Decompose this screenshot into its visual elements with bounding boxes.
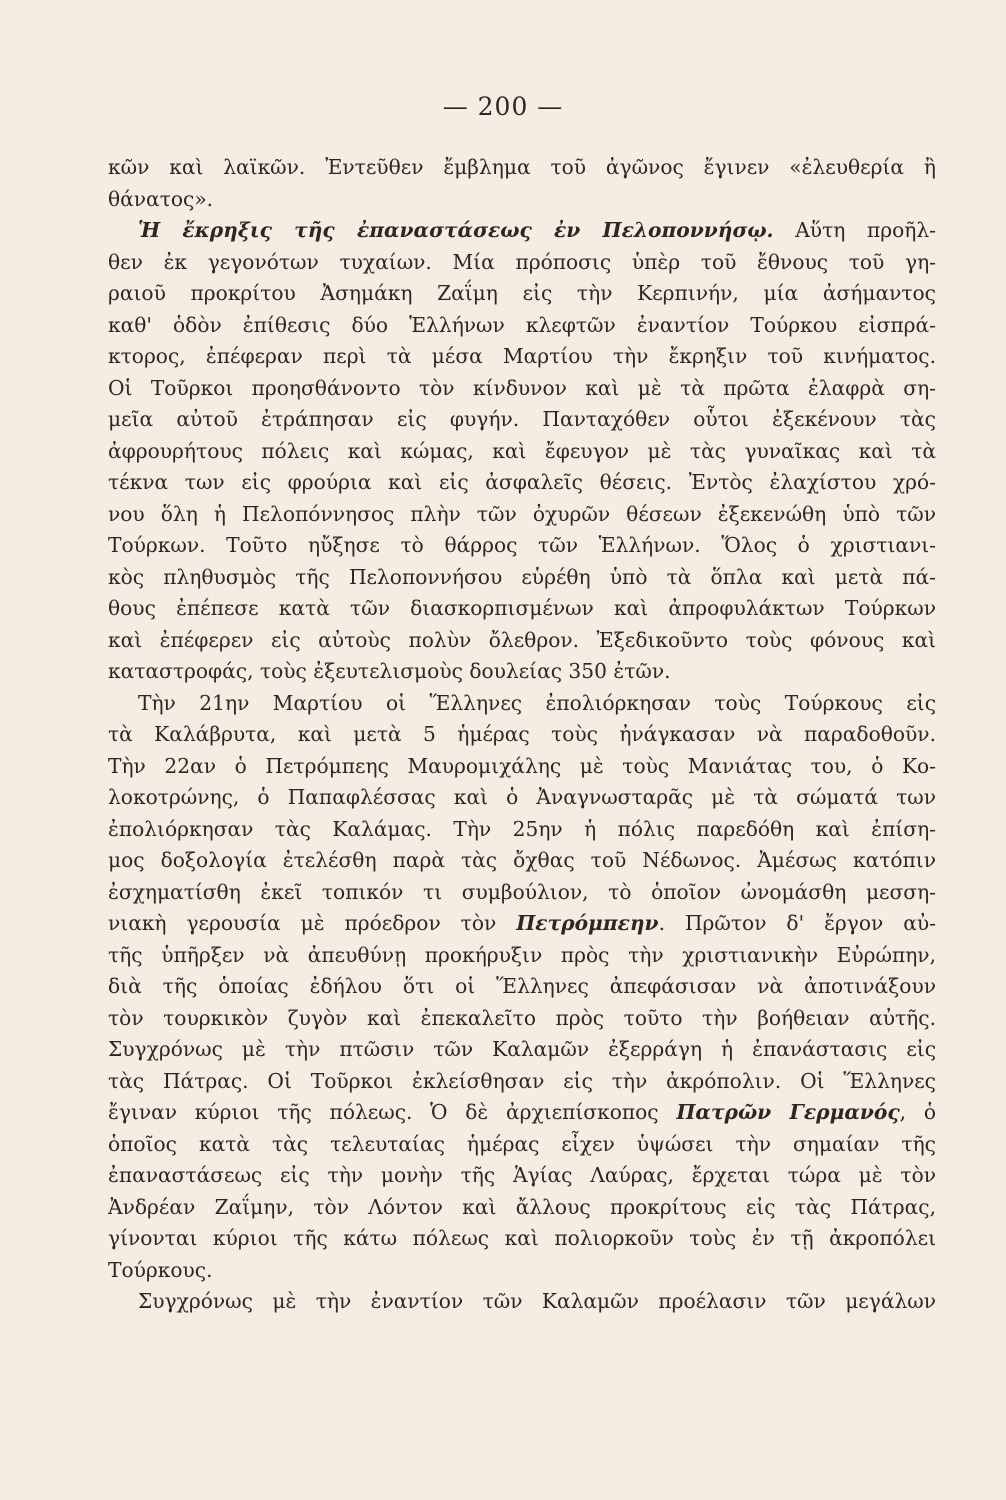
text-line [108, 152, 936, 184]
text-line [108, 562, 936, 594]
emphasized-text: Πετρόμπεην [516, 911, 659, 935]
text-span: νου ὅλη ἡ Πελοπόννησος πλὴν τῶν ὀχυρῶν θέσεων ἐξεκενώθη ὑπὸ τῶν [108, 501, 936, 526]
text-line [108, 1129, 936, 1161]
text-span: καθ' ὁδὸν ἐπίθεσις δύο Ἑλλήνων κλεφτῶν ἐναντίον Τούρκου εἰσπρά- [108, 312, 936, 337]
text-line [108, 782, 936, 814]
text-line [108, 1003, 936, 1035]
text-span: Συγχρόνως μὲ τὴν πτῶσιν τῶν Καλαμῶν ἐξερράγη ἡ ἐπανάστασις εἰς [108, 1037, 936, 1061]
text-span: ἐπαναστάσεως εἰς τὴν μονὴν τῆς Ἁγίας Λαύρας, ἔρχεται τώρα μὲ τὸν [108, 1163, 936, 1187]
text-span: τὰς Πάτρας. Οἱ Τοῦρκοι ἐκλείσθησαν εἰς τὴν ἀκρόπολιν. Οἱ Ἕλληνες [108, 1068, 936, 1093]
text-span: διὰ τῆς ὁποίας ἐδήλου ὅτι οἱ Ἕλληνες ἀπεφάσισαν νὰ ἀποτινάξουν [108, 974, 936, 998]
text-span: νιακὴ γερουσία μὲ πρόεδρον τὸν [108, 911, 517, 935]
text-line [108, 656, 936, 688]
text-span: τὰ Καλάβρυτα, καὶ μετὰ 5 ἡμέρας τοὺς ἠνάγκασαν νὰ παραδοθοῦν. [108, 722, 936, 746]
text-span: κτορος, ἐπέφεραν περὶ τὰ μέσα Μαρτίου τὴν ἔκρηξιν τοῦ κινήματος. [108, 344, 936, 368]
text-span: καταστροφάς, τοὺς ἐξευτελισμοὺς δουλείας 350 ἐτῶν. [108, 659, 671, 683]
text-line [108, 373, 936, 405]
text-line [108, 1066, 936, 1098]
text-span: Οἱ Τοῦρκοι προησθάνοντο τὸν κίνδυνον καὶ μὲ τὰ πρῶτα ἐλαφρὰ ση- [108, 375, 936, 400]
text-span: λοκοτρώνης, ὁ Παπαφλέσσας καὶ ὁ Ἀναγνωσταρᾶς μὲ τὰ σώματά των [108, 785, 936, 809]
text-span: ἐσχηματίσθη ἐκεῖ τοπικόν τι συμβούλιον, τὸ ὁποῖον ὠνομάσθη μεσση- [108, 879, 936, 904]
text-line [108, 1192, 936, 1224]
text-line [108, 845, 936, 877]
text-line [108, 1255, 936, 1287]
text-line [108, 247, 936, 279]
text-span: τὸν τουρκικὸν ζυγὸν καὶ ἐπεκαλεῖτο πρὸς τοῦτο τὴν βοήθειαν αὐτῆς. [108, 1005, 936, 1030]
text-span: . Πρῶτον δ' ἔργον αὐ- [658, 911, 936, 935]
emphasized-text: Πατρῶν Γερμανός [676, 1100, 900, 1124]
text-line [108, 499, 936, 531]
text-span: Τούρκους. [108, 1257, 213, 1282]
text-line [108, 1097, 936, 1129]
text-line [108, 1160, 936, 1192]
text-span: Τὴν 22αν ὁ Πετρόμπεης Μαυρομιχάλης μὲ τοὺς Μανιάτας του, ὁ Κο- [108, 753, 936, 778]
text-line [108, 625, 936, 657]
text-span: κὸς πληθυσμὸς τῆς Πελοποννήσου εὑρέθη ὑπὸ τὰ ὅπλα καὶ μετὰ πά- [108, 564, 936, 589]
text-span: θους ἐπέπεσε κατὰ τῶν διασκορπισμένων καὶ ἀπροφυλάκτων Τούρκων [108, 596, 936, 620]
text-line [108, 940, 936, 972]
text-line [108, 719, 936, 751]
text-span: ἔγιναν κύριοι τῆς πόλεως. Ὁ δὲ ἀρχιεπίσκοπος [108, 1100, 677, 1124]
text-line [108, 1223, 936, 1255]
text-line [108, 908, 936, 940]
text-line [108, 341, 936, 373]
text-line [108, 1286, 936, 1318]
page-number: — 200 — [442, 92, 564, 121]
text-line [108, 1034, 936, 1066]
text-span: γίνονται κύριοι τῆς κάτω πόλεως καὶ πολιορκοῦν τοὺς ἐν τῇ ἀκροπόλει [108, 1226, 936, 1250]
text-span: τῆς ὑπῆρξεν νὰ ἀπευθύνῃ προκήρυξιν πρὸς τὴν χριστιανικὴν Εὐρώπην, [108, 942, 936, 967]
text-span: τέκνα των εἰς φρούρια καὶ εἰς ἀσφαλεῖς θέσεις. Ἐντὸς ἐλαχίστου χρό- [108, 470, 936, 494]
text-line [108, 184, 936, 216]
body-text [108, 152, 936, 1318]
text-span: καὶ ἐπέφερεν εἰς αὐτοὺς πολὺν ὄλεθρον. Ἐξεδικοῦντο τοὺς φόνους καὶ [108, 627, 936, 652]
text-line [108, 530, 936, 562]
text-span: μος δοξολογία ἐτελέσθη παρὰ τὰς ὄχθας τοῦ Νέδωνος. Ἀμέσως κατόπιν [108, 848, 936, 872]
text-span: ὁποῖος κατὰ τὰς τελευταίας ἡμέρας εἶχεν ὑψώσει τὴν σημαίαν τῆς [108, 1131, 936, 1156]
text-span: Τὴν 21ην Μαρτίου οἱ Ἕλληνες ἐπολιόρκησαν τοὺς Τούρκους εἰς [138, 690, 936, 715]
text-line [108, 278, 936, 310]
text-line [108, 404, 936, 436]
text-span: Τούρκων. Τοῦτο ηὔξησε τὸ θάρρος τῶν Ἑλλήνων. Ὅλος ὁ χριστιανι- [108, 533, 936, 557]
text-line [108, 814, 936, 846]
text-line [108, 593, 936, 625]
text-span: κῶν καὶ λαϊκῶν. Ἐντεῦθεν ἔμβλημα τοῦ ἀγῶνος ἔγινεν «ἐλευθερία ἢ [108, 155, 936, 179]
text-line [108, 877, 936, 909]
text-span: , ὁ [899, 1100, 936, 1124]
text-line [108, 971, 936, 1003]
text-span: Ἀνδρέαν Ζαΐμην, τὸν Λόντον καὶ ἄλλους προκρίτους εἰς τὰς Πάτρας, [108, 1194, 936, 1219]
text-span: ἀφρουρήτους πόλεις καὶ κώμας, καὶ ἔφευγον μὲ τὰς γυναῖκας καὶ τὰ [108, 438, 936, 463]
emphasized-text: Ἡ ἔκρηξις τῆς ἐπαναστάσεως ἐν Πελοποννήσῳ. [138, 218, 774, 242]
text-span: ἐπολιόρκησαν τὰς Καλάμας. Τὴν 25ην ἡ πόλις παρεδόθη καὶ ἐπίση- [108, 816, 936, 841]
text-span: μεῖα αὐτοῦ ἐτράπησαν εἰς φυγήν. Πανταχόθεν οὗτοι ἐξεκένουν τὰς [108, 407, 936, 431]
text-line [108, 467, 936, 499]
text-line [108, 215, 936, 247]
text-span: ραιοῦ προκρίτου Ἀσημάκη Ζαΐμη εἰς τὴν Κερπινήν, μία ἀσήμαντος [108, 281, 936, 305]
text-span: θάνατος». [108, 186, 214, 211]
text-line [108, 310, 936, 342]
text-span: θεν ἐκ γεγονότων τυχαίων. Μία πρόποσις ὑπὲρ τοῦ ἔθνους τοῦ γη- [108, 249, 936, 274]
text-span: Αὕτη προῆλ- [773, 218, 936, 242]
text-line [108, 436, 936, 468]
text-span: Συγχρόνως μὲ τὴν ἐναντίον τῶν Καλαμῶν προέλασιν τῶν μεγάλων [138, 1289, 936, 1313]
text-line [108, 751, 936, 783]
text-line [108, 688, 936, 720]
